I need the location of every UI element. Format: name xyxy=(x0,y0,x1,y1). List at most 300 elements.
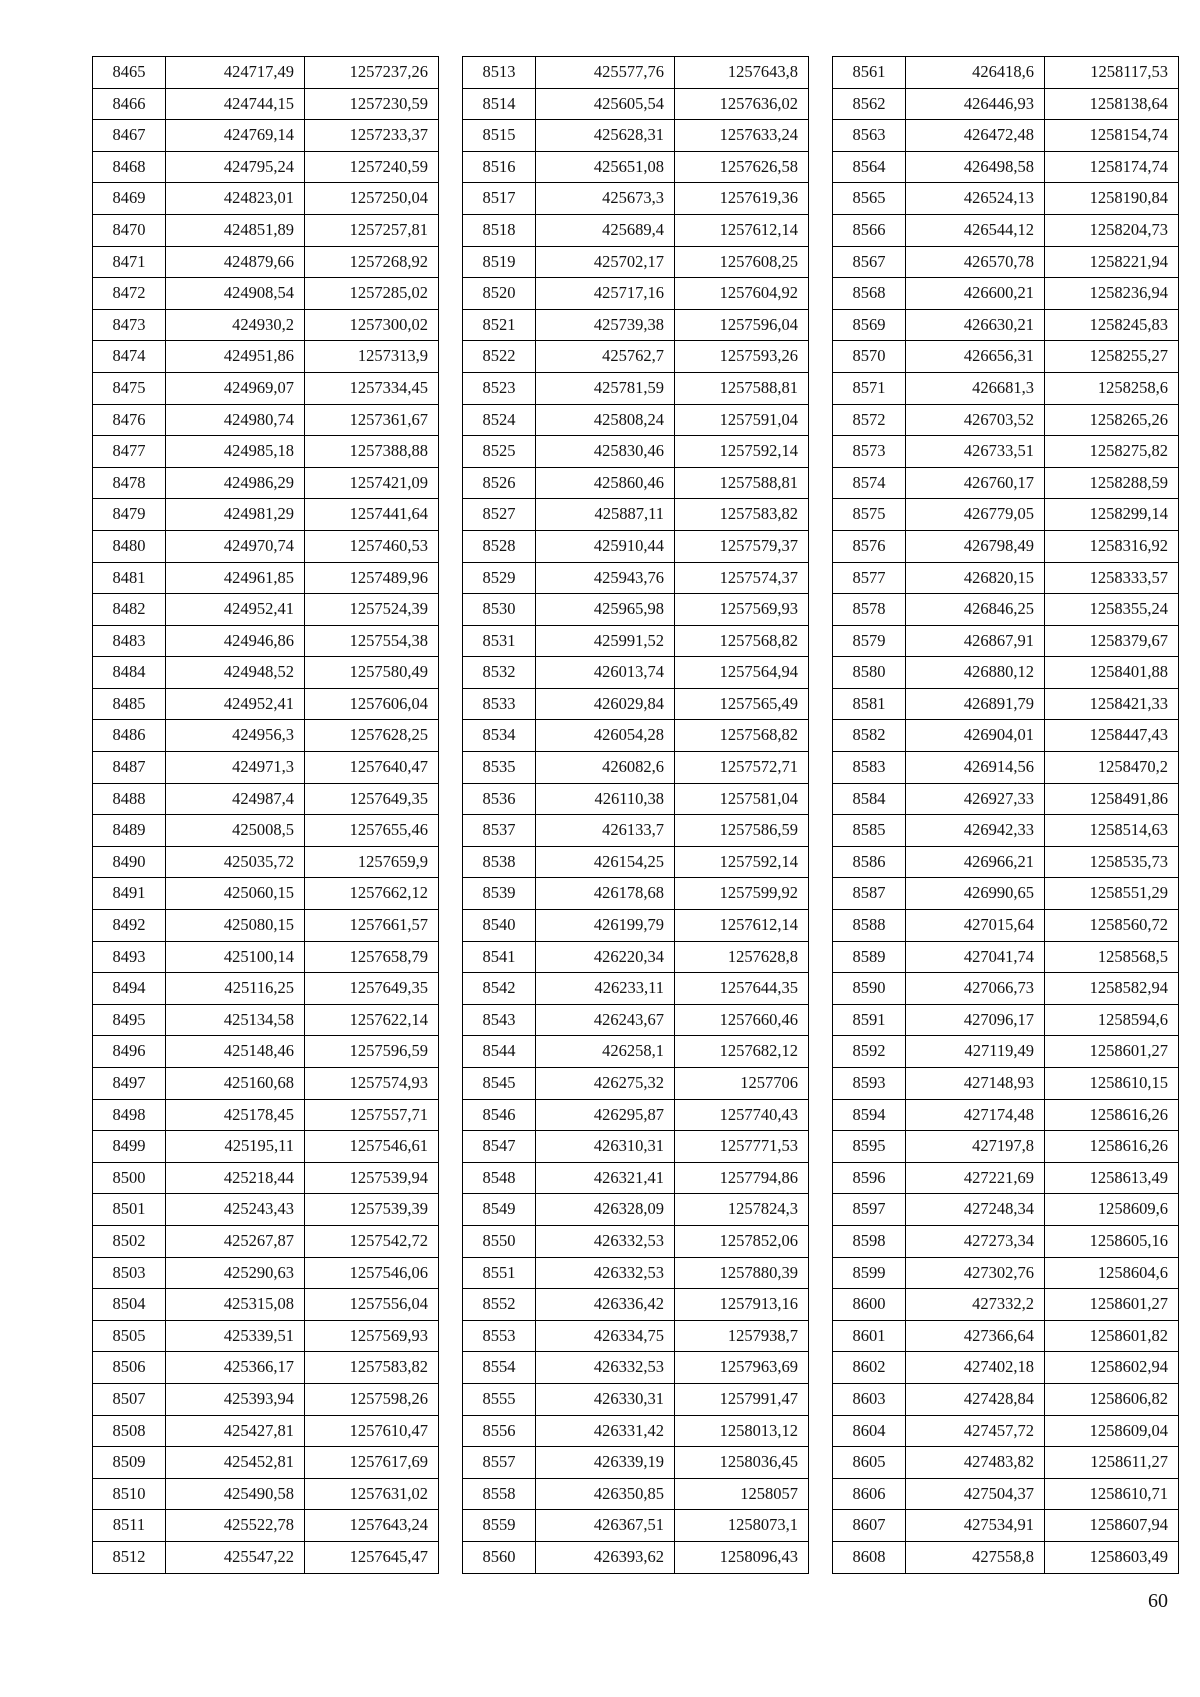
y-coordinate-cell: 1257659,9 xyxy=(305,846,439,878)
point-number-cell: 8591 xyxy=(833,1004,906,1036)
y-coordinate-cell: 1257610,47 xyxy=(305,1415,439,1447)
point-number-cell: 8562 xyxy=(833,88,906,120)
point-number-cell: 8531 xyxy=(463,625,536,657)
point-number-cell: 8570 xyxy=(833,341,906,373)
x-coordinate-cell: 427504,37 xyxy=(906,1478,1045,1510)
x-coordinate-cell: 426446,93 xyxy=(906,88,1045,120)
y-coordinate-cell: 1257662,12 xyxy=(305,878,439,910)
point-number-cell: 8483 xyxy=(93,625,166,657)
point-number-cell: 8541 xyxy=(463,941,536,973)
x-coordinate-cell: 424971,3 xyxy=(166,752,305,784)
point-number-cell: 8583 xyxy=(833,752,906,784)
x-coordinate-cell: 424908,54 xyxy=(166,278,305,310)
y-coordinate-cell: 1257628,25 xyxy=(305,720,439,752)
y-coordinate-cell: 1257604,92 xyxy=(675,278,809,310)
point-number-cell: 8557 xyxy=(463,1447,536,1479)
table-row xyxy=(833,1510,1179,1542)
table-row xyxy=(93,467,439,499)
table-row xyxy=(93,625,439,657)
y-coordinate-cell: 1257586,59 xyxy=(675,815,809,847)
table-row xyxy=(93,910,439,942)
x-coordinate-cell: 425195,11 xyxy=(166,1131,305,1163)
point-number-cell: 8578 xyxy=(833,594,906,626)
table-row xyxy=(833,846,1179,878)
x-coordinate-cell: 425762,7 xyxy=(536,341,675,373)
point-number-cell: 8482 xyxy=(93,594,166,626)
table-row xyxy=(833,625,1179,657)
y-coordinate-cell: 1257660,46 xyxy=(675,1004,809,1036)
x-coordinate-cell: 426703,52 xyxy=(906,404,1045,436)
y-coordinate-cell: 1258535,73 xyxy=(1045,846,1179,878)
table-row xyxy=(93,657,439,689)
y-coordinate-cell: 1257579,37 xyxy=(675,530,809,562)
x-coordinate-cell: 426332,53 xyxy=(536,1225,675,1257)
x-coordinate-cell: 426178,68 xyxy=(536,878,675,910)
y-coordinate-cell: 1258605,16 xyxy=(1045,1225,1179,1257)
x-coordinate-cell: 425080,15 xyxy=(166,910,305,942)
point-number-cell: 8494 xyxy=(93,973,166,1005)
table-row xyxy=(463,1131,809,1163)
point-number-cell: 8601 xyxy=(833,1320,906,1352)
table-row xyxy=(93,372,439,404)
x-coordinate-cell: 426334,75 xyxy=(536,1320,675,1352)
table-row xyxy=(833,88,1179,120)
table-row xyxy=(463,214,809,246)
table-row xyxy=(833,1194,1179,1226)
point-number-cell: 8536 xyxy=(463,783,536,815)
x-coordinate-cell: 426820,15 xyxy=(906,562,1045,594)
y-coordinate-cell: 1257568,82 xyxy=(675,625,809,657)
x-coordinate-cell: 426295,87 xyxy=(536,1099,675,1131)
y-coordinate-cell: 1257643,8 xyxy=(675,57,809,89)
point-number-cell: 8497 xyxy=(93,1068,166,1100)
table-row xyxy=(463,1225,809,1257)
y-coordinate-cell: 1258609,04 xyxy=(1045,1415,1179,1447)
x-coordinate-cell: 427273,34 xyxy=(906,1225,1045,1257)
point-number-cell: 8594 xyxy=(833,1099,906,1131)
table-row xyxy=(463,1289,809,1321)
y-coordinate-cell: 1258073,1 xyxy=(675,1510,809,1542)
point-number-cell: 8543 xyxy=(463,1004,536,1036)
x-coordinate-cell: 426656,31 xyxy=(906,341,1045,373)
x-coordinate-cell: 426891,79 xyxy=(906,688,1045,720)
x-coordinate-cell: 426846,25 xyxy=(906,594,1045,626)
y-coordinate-cell: 1258470,2 xyxy=(1045,752,1179,784)
table-row xyxy=(463,278,809,310)
point-number-cell: 8511 xyxy=(93,1510,166,1542)
x-coordinate-cell: 425035,72 xyxy=(166,846,305,878)
y-coordinate-cell: 1257581,04 xyxy=(675,783,809,815)
x-coordinate-cell: 426258,1 xyxy=(536,1036,675,1068)
x-coordinate-cell: 427302,76 xyxy=(906,1257,1045,1289)
x-coordinate-cell: 424981,29 xyxy=(166,499,305,531)
coordinates-table-2 xyxy=(462,56,809,1574)
x-coordinate-cell: 425178,45 xyxy=(166,1099,305,1131)
y-coordinate-cell: 1257628,8 xyxy=(675,941,809,973)
point-number-cell: 8572 xyxy=(833,404,906,436)
table-row xyxy=(833,309,1179,341)
y-coordinate-cell: 1257606,04 xyxy=(305,688,439,720)
x-coordinate-cell: 426199,79 xyxy=(536,910,675,942)
y-coordinate-cell: 1257557,71 xyxy=(305,1099,439,1131)
x-coordinate-cell: 424980,74 xyxy=(166,404,305,436)
x-coordinate-cell: 426082,6 xyxy=(536,752,675,784)
point-number-cell: 8468 xyxy=(93,151,166,183)
x-coordinate-cell: 424851,89 xyxy=(166,214,305,246)
point-number-cell: 8582 xyxy=(833,720,906,752)
table-row xyxy=(93,1352,439,1384)
point-number-cell: 8515 xyxy=(463,120,536,152)
point-number-cell: 8606 xyxy=(833,1478,906,1510)
y-coordinate-cell: 1258601,27 xyxy=(1045,1289,1179,1321)
y-coordinate-cell: 1257361,67 xyxy=(305,404,439,436)
y-coordinate-cell: 1258601,82 xyxy=(1045,1320,1179,1352)
table-row xyxy=(463,562,809,594)
point-number-cell: 8561 xyxy=(833,57,906,89)
y-coordinate-cell: 1257644,35 xyxy=(675,973,809,1005)
x-coordinate-cell: 425490,58 xyxy=(166,1478,305,1510)
x-coordinate-cell: 426880,12 xyxy=(906,657,1045,689)
y-coordinate-cell: 1258057 xyxy=(675,1478,809,1510)
table-row xyxy=(833,910,1179,942)
x-coordinate-cell: 425339,51 xyxy=(166,1320,305,1352)
table-row xyxy=(463,941,809,973)
point-number-cell: 8517 xyxy=(463,183,536,215)
table-row xyxy=(833,214,1179,246)
point-number-cell: 8576 xyxy=(833,530,906,562)
point-number-cell: 8525 xyxy=(463,436,536,468)
point-number-cell: 8566 xyxy=(833,214,906,246)
point-number-cell: 8603 xyxy=(833,1383,906,1415)
table-row xyxy=(833,752,1179,784)
point-number-cell: 8510 xyxy=(93,1478,166,1510)
x-coordinate-cell: 424987,4 xyxy=(166,783,305,815)
x-coordinate-cell: 426524,13 xyxy=(906,183,1045,215)
y-coordinate-cell: 1258607,94 xyxy=(1045,1510,1179,1542)
y-coordinate-cell: 1257631,02 xyxy=(305,1478,439,1510)
x-coordinate-cell: 424956,3 xyxy=(166,720,305,752)
point-number-cell: 8571 xyxy=(833,372,906,404)
point-number-cell: 8549 xyxy=(463,1194,536,1226)
x-coordinate-cell: 424951,86 xyxy=(166,341,305,373)
x-coordinate-cell: 426029,84 xyxy=(536,688,675,720)
y-coordinate-cell: 1258568,5 xyxy=(1045,941,1179,973)
table-row xyxy=(463,1447,809,1479)
table-row xyxy=(833,783,1179,815)
x-coordinate-cell: 426110,38 xyxy=(536,783,675,815)
table-row xyxy=(463,973,809,1005)
y-coordinate-cell: 1257583,82 xyxy=(675,499,809,531)
y-coordinate-cell: 1258609,6 xyxy=(1045,1194,1179,1226)
table-row xyxy=(93,341,439,373)
table-row xyxy=(93,214,439,246)
table-row xyxy=(833,404,1179,436)
table-row xyxy=(463,752,809,784)
table-row xyxy=(93,436,439,468)
y-coordinate-cell: 1257794,86 xyxy=(675,1162,809,1194)
x-coordinate-cell: 427483,82 xyxy=(906,1447,1045,1479)
table-row xyxy=(833,562,1179,594)
y-coordinate-cell: 1258275,82 xyxy=(1045,436,1179,468)
x-coordinate-cell: 425100,14 xyxy=(166,941,305,973)
point-number-cell: 8475 xyxy=(93,372,166,404)
table-row xyxy=(833,341,1179,373)
point-number-cell: 8592 xyxy=(833,1036,906,1068)
x-coordinate-cell: 425991,52 xyxy=(536,625,675,657)
table-row xyxy=(93,1131,439,1163)
table-row xyxy=(463,1004,809,1036)
y-coordinate-cell: 1257599,92 xyxy=(675,878,809,910)
point-number-cell: 8470 xyxy=(93,214,166,246)
point-number-cell: 8469 xyxy=(93,183,166,215)
y-coordinate-cell: 1257706 xyxy=(675,1068,809,1100)
x-coordinate-cell: 427221,69 xyxy=(906,1162,1045,1194)
y-coordinate-cell: 1257569,93 xyxy=(305,1320,439,1352)
point-number-cell: 8532 xyxy=(463,657,536,689)
y-coordinate-cell: 1257596,59 xyxy=(305,1036,439,1068)
table-row xyxy=(833,278,1179,310)
y-coordinate-cell: 1257568,82 xyxy=(675,720,809,752)
x-coordinate-cell: 426544,12 xyxy=(906,214,1045,246)
table-row xyxy=(833,183,1179,215)
point-number-cell: 8472 xyxy=(93,278,166,310)
x-coordinate-cell: 424969,07 xyxy=(166,372,305,404)
y-coordinate-cell: 1257542,72 xyxy=(305,1225,439,1257)
y-coordinate-cell: 1257622,14 xyxy=(305,1004,439,1036)
y-coordinate-cell: 1257740,43 xyxy=(675,1099,809,1131)
table-row xyxy=(833,1383,1179,1415)
x-coordinate-cell: 425008,5 xyxy=(166,815,305,847)
point-number-cell: 8540 xyxy=(463,910,536,942)
point-number-cell: 8499 xyxy=(93,1131,166,1163)
y-coordinate-cell: 1258602,94 xyxy=(1045,1352,1179,1384)
table-row xyxy=(93,183,439,215)
x-coordinate-cell: 425522,78 xyxy=(166,1510,305,1542)
x-coordinate-cell: 426760,17 xyxy=(906,467,1045,499)
y-coordinate-cell: 1258610,71 xyxy=(1045,1478,1179,1510)
point-number-cell: 8584 xyxy=(833,783,906,815)
x-coordinate-cell: 426798,49 xyxy=(906,530,1045,562)
point-number-cell: 8542 xyxy=(463,973,536,1005)
x-coordinate-cell: 425943,76 xyxy=(536,562,675,594)
y-coordinate-cell: 1257574,37 xyxy=(675,562,809,594)
x-coordinate-cell: 426867,91 xyxy=(906,625,1045,657)
y-coordinate-cell: 1257626,58 xyxy=(675,151,809,183)
point-number-cell: 8505 xyxy=(93,1320,166,1352)
y-coordinate-cell: 1257658,79 xyxy=(305,941,439,973)
point-number-cell: 8474 xyxy=(93,341,166,373)
table-row xyxy=(833,941,1179,973)
x-coordinate-cell: 427457,72 xyxy=(906,1415,1045,1447)
x-coordinate-cell: 426275,32 xyxy=(536,1068,675,1100)
y-coordinate-cell: 1258138,64 xyxy=(1045,88,1179,120)
table-row xyxy=(93,594,439,626)
table-row xyxy=(93,1068,439,1100)
table-row xyxy=(463,1099,809,1131)
x-coordinate-cell: 425148,46 xyxy=(166,1036,305,1068)
y-coordinate-cell: 1258288,59 xyxy=(1045,467,1179,499)
x-coordinate-cell: 426350,85 xyxy=(536,1478,675,1510)
x-coordinate-cell: 425134,58 xyxy=(166,1004,305,1036)
point-number-cell: 8522 xyxy=(463,341,536,373)
table-row xyxy=(93,720,439,752)
point-number-cell: 8534 xyxy=(463,720,536,752)
x-coordinate-cell: 425860,46 xyxy=(536,467,675,499)
point-number-cell: 8487 xyxy=(93,752,166,784)
point-number-cell: 8491 xyxy=(93,878,166,910)
point-number-cell: 8577 xyxy=(833,562,906,594)
y-coordinate-cell: 1257649,35 xyxy=(305,783,439,815)
table-row xyxy=(463,499,809,531)
point-number-cell: 8607 xyxy=(833,1510,906,1542)
table-row xyxy=(463,341,809,373)
y-coordinate-cell: 1258551,29 xyxy=(1045,878,1179,910)
x-coordinate-cell: 424961,85 xyxy=(166,562,305,594)
table-row xyxy=(833,372,1179,404)
table-row xyxy=(833,1004,1179,1036)
point-number-cell: 8587 xyxy=(833,878,906,910)
y-coordinate-cell: 1257612,14 xyxy=(675,910,809,942)
point-number-cell: 8595 xyxy=(833,1131,906,1163)
y-coordinate-cell: 1258613,49 xyxy=(1045,1162,1179,1194)
y-coordinate-cell: 1257596,04 xyxy=(675,309,809,341)
y-coordinate-cell: 1258447,43 xyxy=(1045,720,1179,752)
table-row xyxy=(463,309,809,341)
point-number-cell: 8526 xyxy=(463,467,536,499)
x-coordinate-cell: 426942,33 xyxy=(906,815,1045,847)
point-number-cell: 8585 xyxy=(833,815,906,847)
x-coordinate-cell: 425605,54 xyxy=(536,88,675,120)
table-row xyxy=(93,1415,439,1447)
point-number-cell: 8502 xyxy=(93,1225,166,1257)
table-row xyxy=(93,1225,439,1257)
table-row xyxy=(833,657,1179,689)
x-coordinate-cell: 425060,15 xyxy=(166,878,305,910)
table-row xyxy=(833,1320,1179,1352)
table-row xyxy=(833,1257,1179,1289)
y-coordinate-cell: 1258355,24 xyxy=(1045,594,1179,626)
x-coordinate-cell: 426332,53 xyxy=(536,1352,675,1384)
point-number-cell: 8521 xyxy=(463,309,536,341)
table-row xyxy=(93,752,439,784)
x-coordinate-cell: 425547,22 xyxy=(166,1541,305,1573)
table-row xyxy=(833,1447,1179,1479)
y-coordinate-cell: 1257592,14 xyxy=(675,436,809,468)
y-coordinate-cell: 1257617,69 xyxy=(305,1447,439,1479)
point-number-cell: 8552 xyxy=(463,1289,536,1321)
y-coordinate-cell: 1258299,14 xyxy=(1045,499,1179,531)
y-coordinate-cell: 1257524,39 xyxy=(305,594,439,626)
table-row xyxy=(833,436,1179,468)
y-coordinate-cell: 1257313,9 xyxy=(305,341,439,373)
y-coordinate-cell: 1258421,33 xyxy=(1045,688,1179,720)
table-body xyxy=(93,57,439,1574)
x-coordinate-cell: 425651,08 xyxy=(536,151,675,183)
x-coordinate-cell: 426328,09 xyxy=(536,1194,675,1226)
y-coordinate-cell: 1258616,26 xyxy=(1045,1131,1179,1163)
table-row xyxy=(463,404,809,436)
x-coordinate-cell: 425887,11 xyxy=(536,499,675,531)
point-number-cell: 8512 xyxy=(93,1541,166,1573)
point-number-cell: 8590 xyxy=(833,973,906,1005)
x-coordinate-cell: 426570,78 xyxy=(906,246,1045,278)
table-row xyxy=(463,846,809,878)
y-coordinate-cell: 1257230,59 xyxy=(305,88,439,120)
x-coordinate-cell: 426330,31 xyxy=(536,1383,675,1415)
table-row xyxy=(93,530,439,562)
x-coordinate-cell: 424952,41 xyxy=(166,688,305,720)
y-coordinate-cell: 1258221,94 xyxy=(1045,246,1179,278)
y-coordinate-cell: 1257592,14 xyxy=(675,846,809,878)
point-number-cell: 8485 xyxy=(93,688,166,720)
y-coordinate-cell: 1258560,72 xyxy=(1045,910,1179,942)
x-coordinate-cell: 424948,52 xyxy=(166,657,305,689)
point-number-cell: 8528 xyxy=(463,530,536,562)
table-row xyxy=(833,1478,1179,1510)
x-coordinate-cell: 425808,24 xyxy=(536,404,675,436)
y-coordinate-cell: 1257556,04 xyxy=(305,1289,439,1321)
x-coordinate-cell: 426339,19 xyxy=(536,1447,675,1479)
x-coordinate-cell: 424823,01 xyxy=(166,183,305,215)
point-number-cell: 8513 xyxy=(463,57,536,89)
point-number-cell: 8518 xyxy=(463,214,536,246)
y-coordinate-cell: 1257572,71 xyxy=(675,752,809,784)
y-coordinate-cell: 1257250,04 xyxy=(305,183,439,215)
table-body xyxy=(833,57,1179,1574)
table-row xyxy=(93,783,439,815)
table-row xyxy=(463,815,809,847)
table-row xyxy=(93,941,439,973)
table-row xyxy=(463,88,809,120)
table-row xyxy=(833,1415,1179,1447)
table-row xyxy=(463,594,809,626)
table-row xyxy=(93,562,439,594)
table-row xyxy=(463,783,809,815)
point-number-cell: 8504 xyxy=(93,1289,166,1321)
table-row xyxy=(463,1415,809,1447)
point-number-cell: 8477 xyxy=(93,436,166,468)
y-coordinate-cell: 1258258,6 xyxy=(1045,372,1179,404)
table-row xyxy=(833,688,1179,720)
x-coordinate-cell: 427096,17 xyxy=(906,1004,1045,1036)
point-number-cell: 8548 xyxy=(463,1162,536,1194)
y-coordinate-cell: 1258117,53 xyxy=(1045,57,1179,89)
x-coordinate-cell: 426310,31 xyxy=(536,1131,675,1163)
y-coordinate-cell: 1257643,24 xyxy=(305,1510,439,1542)
point-number-cell: 8506 xyxy=(93,1352,166,1384)
x-coordinate-cell: 425702,17 xyxy=(536,246,675,278)
point-number-cell: 8467 xyxy=(93,120,166,152)
y-coordinate-cell: 1257771,53 xyxy=(675,1131,809,1163)
y-coordinate-cell: 1258036,45 xyxy=(675,1447,809,1479)
x-coordinate-cell: 425830,46 xyxy=(536,436,675,468)
y-coordinate-cell: 1257546,61 xyxy=(305,1131,439,1163)
point-number-cell: 8489 xyxy=(93,815,166,847)
point-number-cell: 8473 xyxy=(93,309,166,341)
table-row xyxy=(93,278,439,310)
point-number-cell: 8574 xyxy=(833,467,906,499)
x-coordinate-cell: 424952,41 xyxy=(166,594,305,626)
x-coordinate-cell: 427066,73 xyxy=(906,973,1045,1005)
y-coordinate-cell: 1257583,82 xyxy=(305,1352,439,1384)
point-number-cell: 8558 xyxy=(463,1478,536,1510)
y-coordinate-cell: 1257421,09 xyxy=(305,467,439,499)
point-number-cell: 8545 xyxy=(463,1068,536,1100)
point-number-cell: 8596 xyxy=(833,1162,906,1194)
y-coordinate-cell: 1257574,93 xyxy=(305,1068,439,1100)
point-number-cell: 8503 xyxy=(93,1257,166,1289)
x-coordinate-cell: 427041,74 xyxy=(906,941,1045,973)
